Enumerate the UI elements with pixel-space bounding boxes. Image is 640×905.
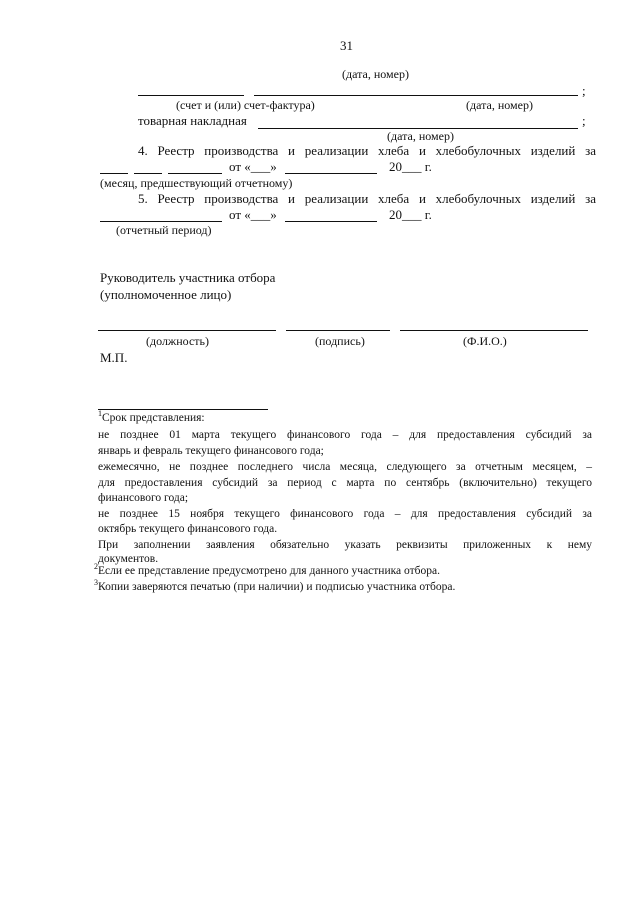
full-name-caption: (Ф.И.О.) xyxy=(463,334,507,348)
note-line-2: документов. xyxy=(98,553,159,565)
semicolon-2: ; xyxy=(582,113,586,128)
item5-title: 5. Реестр производства и реализации хлеба и хлебобулочных изделий за xyxy=(138,191,596,206)
authorized-label: (уполномоченное лицо) xyxy=(100,287,232,302)
footnote-1-line-3: ежемесячно, не позднее последнего числа месяца, следующего за отчетным месяцем, – xyxy=(98,461,592,473)
footnote-3-mark: 3 xyxy=(94,578,98,588)
footnote-1-line-2: январь и февраль текущего финансового года; xyxy=(98,445,324,457)
footnote-1-title-text: Срок представления: xyxy=(102,412,205,424)
footnote-1-title xyxy=(98,409,205,424)
date-number-caption-1: (дата, номер) xyxy=(342,67,409,81)
item4-blank-number xyxy=(285,173,377,174)
full-name-line xyxy=(400,330,588,331)
signature-line xyxy=(286,330,390,331)
footnote-3-text: Копии заверяются печатью (при наличии) и подписью участника отбора. xyxy=(98,581,456,593)
page-number: 31 xyxy=(340,38,353,53)
blank-line-invoice-type xyxy=(138,95,244,96)
item5-caption: (отчетный период) xyxy=(116,223,212,237)
footnote-separator xyxy=(98,409,268,410)
footnote-1-line-7: октябрь текущего финансового года. xyxy=(98,523,278,535)
position-line xyxy=(98,330,276,331)
item4-from: от «___» xyxy=(229,159,277,174)
footnote-2 xyxy=(94,562,440,577)
item4-blank-1 xyxy=(100,173,128,174)
item5-year: 20___ г. xyxy=(389,207,432,222)
footnote-1-line-4: для предоставления субсидий за период с марта по сентябрь (включительно) текущего xyxy=(98,477,592,489)
item4-year: 20___ г. xyxy=(389,159,432,174)
signature-caption: (подпись) xyxy=(315,334,365,348)
item4-title: 4. Реестр производства и реализации хлеба и хлебобулочных изделий за xyxy=(138,143,596,158)
blank-line-invoice-date xyxy=(254,95,578,96)
waybill-label: товарная накладная xyxy=(138,113,247,128)
head-label: Руководитель участника отбора xyxy=(100,270,276,285)
footnote-2-mark: 2 xyxy=(94,562,98,572)
date-number-caption-3: (дата, номер) xyxy=(387,129,454,143)
footnote-1-line-6: не позднее 15 ноября текущего финансового года – для предоставления субсидий за xyxy=(98,508,592,520)
footnote-1-line-5: финансового года; xyxy=(98,492,189,504)
item4-blank-2 xyxy=(134,173,162,174)
footnote-2-text: Если ее представление предусмотрено для данного участника отбора. xyxy=(98,565,440,577)
position-caption: (должность) xyxy=(146,334,209,348)
footnote-3 xyxy=(94,578,456,593)
item5-blank-period xyxy=(100,221,222,222)
footnote-1-mark: 1 xyxy=(98,409,102,419)
date-number-caption-2: (дата, номер) xyxy=(466,98,533,112)
item4-blank-3 xyxy=(168,173,222,174)
item4-caption: (месяц, предшествующий отчетному) xyxy=(100,176,293,190)
item5-from: от «___» xyxy=(229,207,277,222)
item5-blank-number xyxy=(285,221,377,222)
footnote-1-line-1: не позднее 01 марта текущего финансового года – для предоставления субсидий за xyxy=(98,429,592,441)
stamp-label: М.П. xyxy=(100,350,128,365)
note-line-1: При заполнении заявления обязательно указать реквизиты приложенных к нему xyxy=(98,539,592,551)
semicolon-1: ; xyxy=(582,83,586,98)
invoice-caption: (счет и (или) счет-фактура) xyxy=(176,98,315,112)
